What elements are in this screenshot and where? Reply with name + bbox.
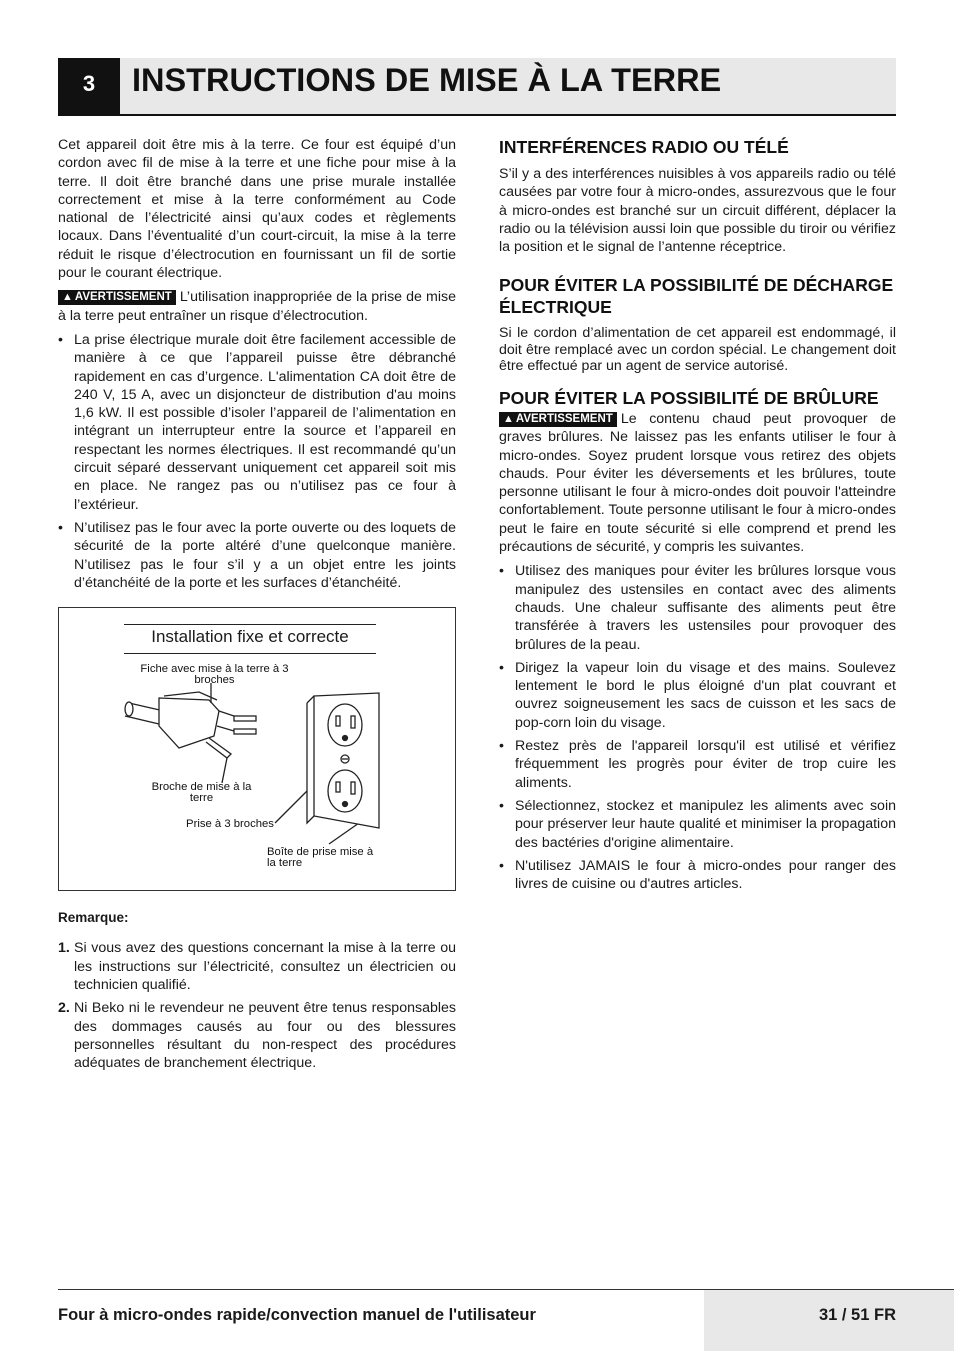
shock-paragraph: Si le cordon d’alimentation de cet appareil est endommagé, il doit être remplacé avec un cordon spécial. Le changement doit être effectué par un agent de service autorisé. (499, 325, 896, 375)
label-ground-pin: Broche de mise à la terre (151, 781, 252, 805)
notes-list (58, 939, 456, 1072)
warning-icon: ▲ (62, 291, 73, 304)
burn-warning-paragraph: ▲ AVERTISSEMENT Le contenu chaud peut provoquer de graves brûlures. Ne laissez pas les enfants utiliser le four à micro-ondes. Soyez prudent lorsque vous retirez des objets chauds. Pour éviter les déversements et les brûlures, toute personne utilisant le four à micro-ondes doit pouvoir l'atteindre confortablement. Toute personne utilisant le four à micro-ondes peut le faire en toute sécurité si elle comprend et prend les précautions de sécurité, y compris les suivantes. (499, 410, 896, 556)
right-bullet-list (499, 562, 896, 893)
warning-badge: ▲ AVERTISSEMENT (499, 412, 617, 427)
page-number: 31 / 51 FR (818, 1306, 896, 1324)
section-heading-radio: INTERFÉRENCES RADIO OU TÉLÉ (499, 137, 789, 157)
warning-badge: ▲ AVERTISSEMENT (58, 290, 176, 305)
footer-page-box (704, 1290, 954, 1351)
section-header (58, 58, 896, 116)
list-item: • La prise électrique murale doit être facilement accessible de manière à ce que l’appareil puisse être débranché rapidement en cas d’urgence. L'alimentation CA doit être de 240 V, 15 A, avec un disjoncteur de distribution d'au moins 1,6 kW. Il est possible d’isoler l’appareil de l’alimentation en intégrant un interrupteur entre la source et l’appareil en respectant les normes électriques. Il est recommandé qu’un circuit séparé desservant uniquement cet appareil soit mis en place. Ne rangez pas ou n’utilisez pas ce four à l’extérieur. (58, 331, 456, 513)
list-item: • Dirigez la vapeur loin du visage et des mains. Soulevez lentement le bord le plus éloigné d'un plat couvrant et ouvrez soigneusement les sacs de cuisson et les sacs de pop-corn loin du visage. (499, 659, 896, 731)
intro-paragraph: Cet appareil doit être mis à la terre. Ce four est équipé d’un cordon avec fil de mise à la terre et une fiche pour mise à la terre. Il doit être branché dans une prise murale installée correctement et mise à la terre conformément au Code national de l’électricité ainsi qu’aux codes et règlements locaux. Dans l’éventualité d’un court-circuit, la mise à la terre réduit le risque d’électrocution en fournissant un fil de sortie pour le courant électrique. (58, 137, 456, 282)
note-heading: Remarque: (58, 910, 129, 926)
right-column (499, 136, 896, 898)
section-heading-burn: POUR ÉVITER LA POSSIBILITÉ DE BRÛLURE (499, 387, 879, 408)
page-footer (58, 1289, 954, 1351)
section-heading-shock: POUR ÉVITER LA POSSIBILITÉ DE DÉCHARGE ÉLECTRIQUE (499, 275, 894, 318)
list-item: • Utilisez des maniques pour éviter les brûlures lorsque vous manipulez des ustensiles en contact avec des aliments chauds. Une chaleur suffisante des aliments peut être transférée à travers les ustensiles pour provoquer des brûlures de la peau. (499, 563, 896, 653)
plug-outlet-illustration (59, 608, 455, 890)
radio-paragraph: S’il y a des interférences nuisibles à vos appareils radio ou télé causées par votre four à micro-ondes, assurezvous que le four à micro-ondes est branché sur un circuit différent, déplacer la radio ou la télévision aussi loin que possible du tiroir ou vérifiez la position et le signal de l’antenne réceptrice. (499, 166, 896, 256)
list-item: • Restez près de l'appareil lorsqu'il est utilisé et vérifiez fréquemment les progrès pour éviter de trop cuire les aliments. (499, 738, 896, 791)
warning-paragraph: ▲ AVERTISSEMENT L’utilisation inappropriée de la prise de mise à la terre peut entraîner un risque d’électrocution. (58, 289, 456, 324)
list-item: • N’utilisez pas le four avec la porte ouverte ou des loquets de sécurité de la porte altéré d’une quelconque manière. N’utilisez pas le four s’il y a un objet entre les joints d’étanchéité de la porte et les surfaces d’étanchéité. (58, 519, 456, 591)
label-outlet-box: Boîte de prise mise à la terre (267, 846, 374, 870)
section-number: 3 (58, 58, 120, 114)
grounding-figure (58, 607, 456, 891)
list-item: • N'utilisez JAMAIS le four à micro-ondes pour ranger des livres de cuisine ou d'autres articles. (499, 857, 896, 893)
warning-icon: ▲ (503, 412, 514, 425)
figure-title: Installation fixe et correcte (124, 624, 376, 654)
list-item: 2. Ni Beko ni le revendeur ne peuvent être tenus responsables des dommages causés au four ou des blessures personnelles résultant du non-respect des procédures adéquates de branchement électrique. (58, 1000, 456, 1072)
left-bullet-list (58, 331, 456, 592)
list-item: • Sélectionnez, stockez et manipulez les aliments avec soin pour préserver leur haute qualité et minimiser la propagation des bactéries d'origine alimentaire. (499, 797, 896, 851)
page-title: INSTRUCTIONS DE MISE À LA TERRE (132, 62, 722, 98)
left-column (58, 136, 456, 1078)
label-outlet: Prise à 3 broches (186, 818, 274, 831)
list-item: 1. Si vous avez des questions concernant la mise à la terre ou les instructions sur l’électricité, consultez un électricien ou technicien qualifié. (58, 940, 456, 994)
footer-manual-title: Four à micro-ondes rapide/convection manuel de l'utilisateur (58, 1306, 536, 1324)
label-plug: Fiche avec mise à la terre à 3 broches (140, 663, 289, 687)
